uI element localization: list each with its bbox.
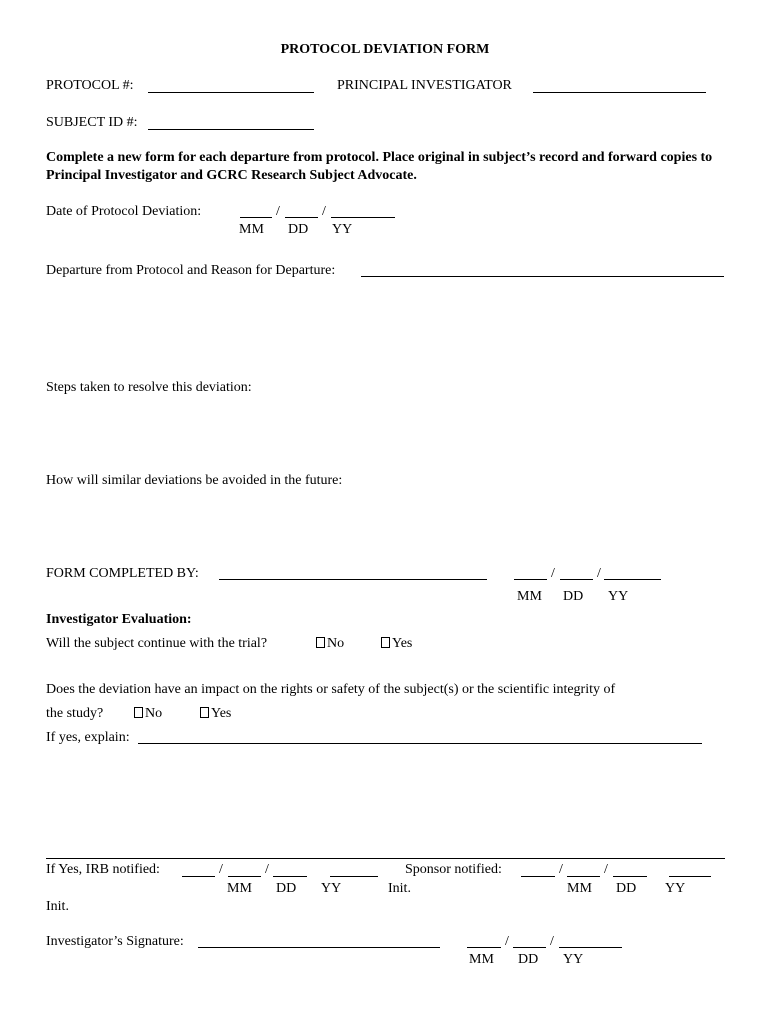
date-yy-caption: YY [665,881,686,896]
irb-notified-label: If Yes, IRB notified: [46,862,160,877]
signature-field[interactable] [198,947,440,948]
impact-yes-label: Yes [211,706,232,721]
form-title: PROTOCOL DEVIATION FORM [280,42,490,57]
date-separator: / [505,934,509,949]
date-yy-caption: YY [563,952,584,967]
date-separator: / [550,934,554,949]
date-separator: / [322,204,326,219]
irb-dd-field[interactable] [228,876,261,877]
date-mm-caption: MM [469,952,494,967]
explain-label: If yes, explain: [46,730,130,745]
continue-no-label: No [327,636,345,651]
explain-continuation-line[interactable] [46,858,725,859]
date-yy-caption: YY [321,881,342,896]
checkbox-icon[interactable] [381,637,390,648]
continue-question: Will the subject continue with the trial? [46,636,268,651]
date-separator: / [276,204,280,219]
departure-label: Departure from Protocol and Reason for Departure: [46,263,336,278]
date-deviation-mm-field[interactable] [240,217,272,218]
impact-yes-option[interactable] [200,705,231,723]
completed-mm-field[interactable] [514,579,547,580]
date-separator: / [551,566,555,581]
date-mm-caption: MM [239,222,264,237]
date-separator: / [559,862,563,877]
date-dd-caption: DD [288,222,309,237]
completed-by-field[interactable] [219,579,487,580]
impact-no-label: No [145,706,163,721]
date-dd-caption: DD [563,589,584,604]
date-deviation-label: Date of Protocol Deviation: [46,204,202,219]
sponsor-dd-field[interactable] [567,876,600,877]
protocol-label: PROTOCOL #: [46,78,134,93]
checkbox-icon[interactable] [316,637,325,648]
explain-field[interactable] [138,743,702,744]
date-yy-caption: YY [608,589,629,604]
avoid-label: How will similar deviations be avoided in the future: [46,473,343,488]
steps-label: Steps taken to resolve this deviation: [46,380,252,395]
protocol-field[interactable] [148,92,314,93]
completed-by-label: FORM COMPLETED BY: [46,566,199,581]
sponsor-notified-label: Sponsor notified: [405,862,502,877]
date-separator: / [604,862,608,877]
instructions-text: Complete a new form for each departure from protocol. Place original in subject’s record and forward copies to Principal Investigator and GCRC Research Subject Advocate. [46,150,713,183]
irb-init-caption: Init. [388,881,411,896]
date-yy-caption: YY [332,222,353,237]
date-deviation-yy-field[interactable] [331,217,395,218]
checkbox-icon[interactable] [200,707,209,718]
irb-init-field[interactable] [330,876,378,877]
date-separator: / [219,862,223,877]
continue-yes-option[interactable] [381,635,412,653]
signature-label: Investigator’s Signature: [46,934,184,949]
signature-dd-field[interactable] [513,947,546,948]
subject-id-label: SUBJECT ID #: [46,115,138,130]
investigator-evaluation-heading: Investigator Evaluation: [46,612,192,627]
date-mm-caption: MM [227,881,252,896]
checkbox-icon[interactable] [134,707,143,718]
subject-id-field[interactable] [148,129,314,130]
irb-yy-field[interactable] [273,876,307,877]
date-separator: / [265,862,269,877]
date-dd-caption: DD [518,952,539,967]
continue-no-option[interactable] [316,635,344,653]
irb-mm-field[interactable] [182,876,215,877]
completed-yy-field[interactable] [604,579,661,580]
sponsor-init-caption: Init. [46,899,69,914]
date-mm-caption: MM [517,589,542,604]
completed-dd-field[interactable] [560,579,593,580]
date-separator: / [597,566,601,581]
impact-question-line1: Does the deviation have an impact on the rights or safety of the subject(s) or the scientific integrity of [46,682,616,697]
pi-label: PRINCIPAL INVESTIGATOR [337,78,512,93]
continue-yes-label: Yes [392,636,413,651]
sponsor-yy-field[interactable] [613,876,647,877]
date-deviation-dd-field[interactable] [285,217,318,218]
date-dd-caption: DD [616,881,637,896]
signature-yy-field[interactable] [559,947,622,948]
date-mm-caption: MM [567,881,592,896]
impact-question-line2: the study? [46,706,104,721]
departure-field[interactable] [361,276,724,277]
impact-no-option[interactable] [134,705,162,723]
date-dd-caption: DD [276,881,297,896]
sponsor-init-field[interactable] [669,876,711,877]
pi-field[interactable] [533,92,706,93]
signature-mm-field[interactable] [467,947,501,948]
sponsor-mm-field[interactable] [521,876,555,877]
